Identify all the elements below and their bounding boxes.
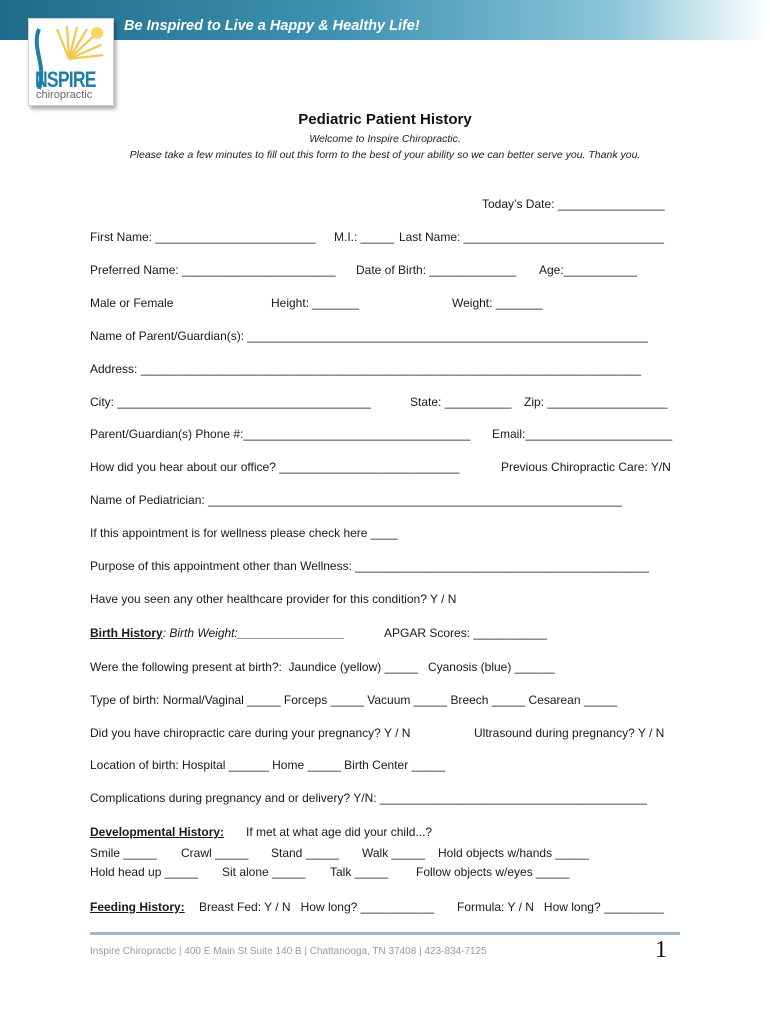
- birth-weight-field[interactable]: : Birth Weight:________________: [162, 626, 345, 640]
- milestone-smile[interactable]: Smile _____: [90, 846, 157, 860]
- milestone-stand[interactable]: Stand _____: [271, 846, 340, 860]
- birth-history-heading: Birth History: [90, 626, 163, 640]
- feeding-history-heading: Feeding History:: [90, 900, 185, 914]
- page-number: 1: [655, 937, 667, 963]
- logo-subtitle: chiropractic: [36, 89, 93, 101]
- preferred-name-field[interactable]: Preferred Name: _______________________: [90, 263, 336, 277]
- address-field[interactable]: Address: ___________________________________________________________________________: [90, 362, 642, 376]
- previous-care-field[interactable]: Previous Chiropractic Care: Y/N: [501, 460, 671, 474]
- milestone-follow-objects[interactable]: Follow objects w/eyes _____: [416, 865, 570, 879]
- type-of-birth-field[interactable]: Type of birth: Normal/Vaginal _____ Forceps _____ Vacuum _____ Breech _____ Cesarean _____: [90, 693, 618, 707]
- first-name-field[interactable]: First Name: ________________________: [90, 230, 316, 244]
- middle-initial-field[interactable]: M.I.: _____: [334, 230, 395, 244]
- instructions-text: Please take a few minutes to fill out this form to the best of your ability so we can better serve you. Thank you.: [129, 149, 641, 161]
- purpose-field[interactable]: Purpose of this appointment other than Wellness: ____________________________________________: [90, 559, 649, 573]
- tagline: Be Inspired to Live a Happy & Healthy Life!: [124, 18, 420, 34]
- milestone-hold-objects[interactable]: Hold objects w/hands _____: [438, 846, 589, 860]
- chiro-pregnancy-field[interactable]: Did you have chiropractic care during your pregnancy? Y / N: [90, 726, 411, 740]
- city-field[interactable]: City: ______________________________________: [90, 395, 371, 409]
- todays-date-field[interactable]: Today’s Date: ________________: [482, 197, 665, 211]
- birth-location-field[interactable]: Location of birth: Hospital ______ Home _____ Birth Center _____: [90, 758, 445, 772]
- milestone-hold-head[interactable]: Hold head up _____: [90, 865, 199, 879]
- logo-wordmark: NSPIRE: [35, 67, 96, 92]
- weight-field[interactable]: Weight: _______: [452, 296, 543, 310]
- present-at-birth-field[interactable]: Were the following present at birth?: Jaundice (yellow) _____ Cyanosis (blue) ______: [90, 660, 555, 674]
- milestone-sit-alone[interactable]: Sit alone _____: [222, 865, 306, 879]
- email-field[interactable]: Email:______________________: [492, 427, 673, 441]
- breast-fed-field[interactable]: Breast Fed: Y / N How long? ___________: [199, 900, 435, 914]
- height-field[interactable]: Height: _______: [271, 296, 360, 310]
- last-name-field[interactable]: Last Name: ______________________________: [399, 230, 664, 244]
- developmental-history-heading: Developmental History:: [90, 825, 225, 839]
- ultrasound-field[interactable]: Ultrasound during pregnancy? Y / N: [474, 726, 665, 740]
- pediatrician-field[interactable]: Name of Pediatrician: ______________________________________________________________: [90, 493, 622, 507]
- wellness-check-field[interactable]: If this appointment is for wellness please check here ____: [90, 526, 398, 540]
- inspire-logo: [28, 18, 114, 106]
- developmental-question: If met at what age did your child...?: [246, 825, 433, 839]
- date-of-birth-field[interactable]: Date of Birth: _____________: [356, 263, 517, 277]
- footer-address: Inspire Chiropractic | 400 E Main St Suite 140 B | Chattanooga, TN 37408 | 423-834-7125: [90, 946, 487, 957]
- state-field[interactable]: State: __________: [410, 395, 512, 409]
- formula-field[interactable]: Formula: Y / N How long? _________: [457, 900, 665, 914]
- phone-field[interactable]: Parent/Guardian(s) Phone #:__________________________________: [90, 427, 471, 441]
- footer-divider: [90, 932, 680, 935]
- age-field[interactable]: Age:___________: [539, 263, 638, 277]
- parent-name-field[interactable]: Name of Parent/Guardian(s): ____________________________________________________________: [90, 329, 648, 343]
- hear-about-field[interactable]: How did you hear about our office? ___________________________: [90, 460, 460, 474]
- welcome-text: Welcome to Inspire Chiropractic.: [309, 133, 461, 145]
- other-provider-field[interactable]: Have you seen any other healthcare provider for this condition? Y / N: [90, 592, 457, 606]
- milestone-crawl[interactable]: Crawl _____: [181, 846, 249, 860]
- milestone-walk[interactable]: Walk _____: [362, 846, 425, 860]
- form-title: Pediatric Patient History: [298, 111, 472, 128]
- apgar-field[interactable]: APGAR Scores: ___________: [384, 626, 547, 640]
- complications-field[interactable]: Complications during pregnancy and or delivery? Y/N: ________________________________________: [90, 791, 647, 805]
- zip-field[interactable]: Zip: __________________: [524, 395, 668, 409]
- birth-history-row: [90, 626, 345, 640]
- milestone-talk[interactable]: Talk _____: [330, 865, 389, 879]
- sex-field[interactable]: Male or Female: [90, 296, 174, 310]
